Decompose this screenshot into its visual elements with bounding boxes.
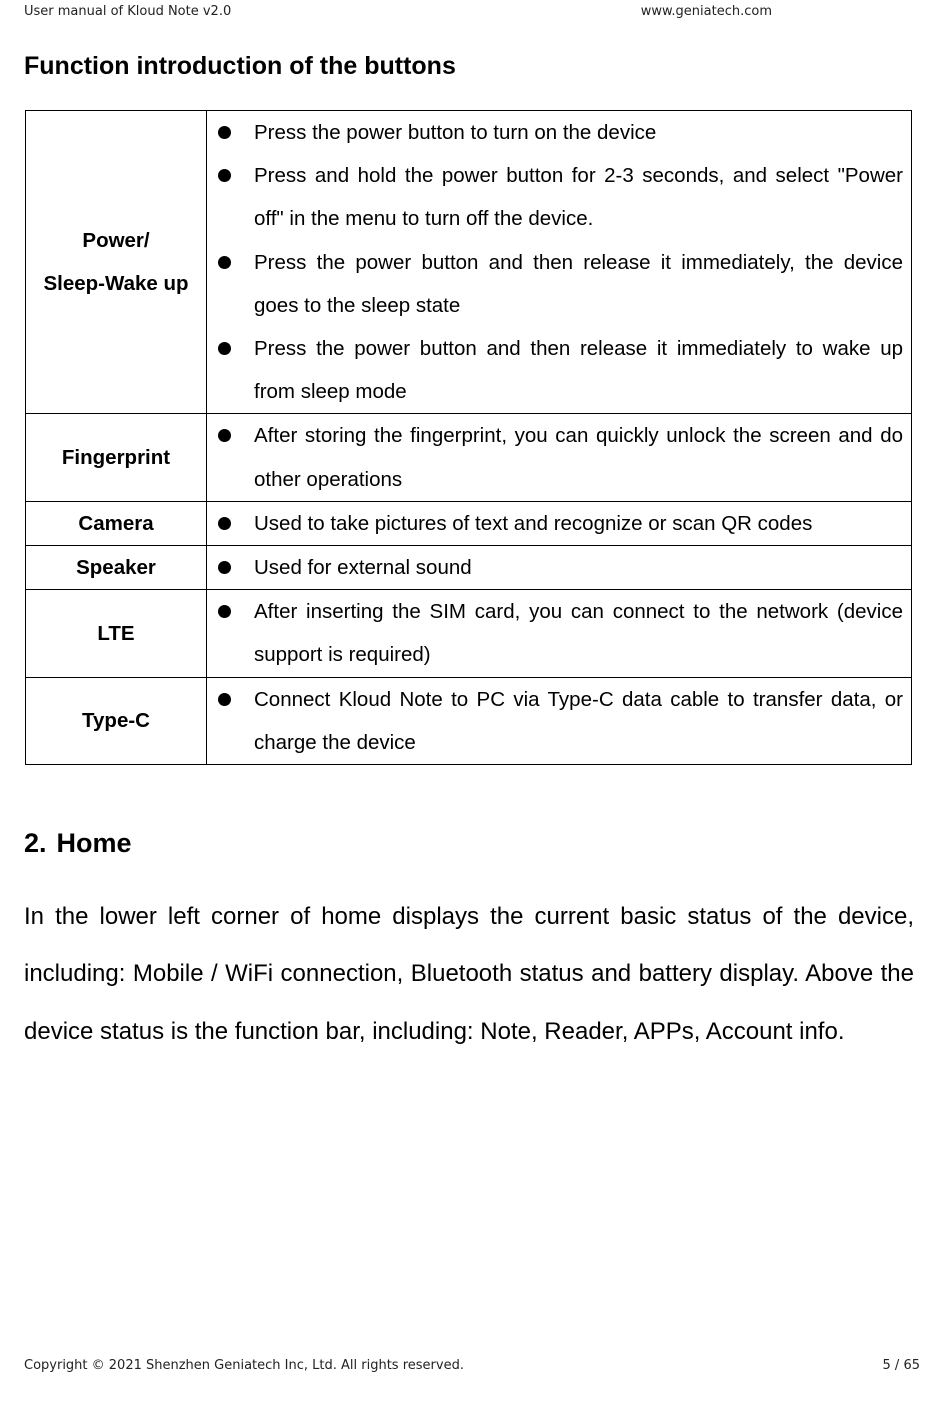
bullet-icon bbox=[218, 605, 231, 618]
description-list bbox=[207, 590, 903, 676]
home-section-body: In the lower left corner of home displays the current basic status of the device, including: Mobile / WiFi connection, Bluetooth status and battery display. Above the device status is the function bar, including: Note, Reader, APPs, Account info. bbox=[24, 903, 914, 1045]
button-name-cell: Type-C bbox=[26, 677, 207, 764]
bullet-icon bbox=[218, 126, 231, 139]
section-number: 2. bbox=[24, 828, 47, 858]
list-item bbox=[207, 546, 903, 589]
website-url: www.geniatech.com bbox=[640, 4, 772, 19]
page-header bbox=[24, 4, 772, 22]
section-title: Home bbox=[56, 828, 132, 858]
table-row bbox=[26, 546, 912, 590]
button-function-table bbox=[25, 110, 912, 765]
list-item bbox=[207, 111, 903, 154]
section-heading: Function introduction of the buttons bbox=[24, 52, 456, 80]
list-item-text: Used for external sound bbox=[254, 556, 472, 580]
description-list bbox=[207, 546, 903, 589]
description-list bbox=[207, 111, 903, 413]
list-item-text: Press the power button and then release it immediately to wake up from sleep mode bbox=[254, 337, 903, 404]
list-item bbox=[207, 327, 903, 413]
list-item bbox=[207, 414, 903, 500]
page-number: 5 / 65 bbox=[882, 1358, 920, 1373]
list-item-text: Press the power button to turn on the device bbox=[254, 121, 657, 144]
button-description-cell bbox=[207, 414, 912, 501]
home-section-heading bbox=[24, 828, 132, 859]
table-row bbox=[26, 590, 912, 677]
list-item-text: Press the power button and then release it immediately, the device goes to the sleep state bbox=[254, 250, 903, 317]
list-item bbox=[207, 154, 903, 240]
bullet-icon bbox=[218, 429, 231, 442]
list-item-text: Connect Kloud Note to PC via Type-C data cable to transfer data, or charge the device bbox=[254, 687, 903, 754]
button-name-cell: Speaker bbox=[26, 546, 207, 590]
button-description-cell bbox=[207, 501, 912, 545]
list-item bbox=[207, 590, 903, 676]
button-name-cell: LTE bbox=[26, 590, 207, 677]
list-item bbox=[207, 678, 903, 764]
button-description-cell bbox=[207, 111, 912, 414]
description-list bbox=[207, 678, 903, 764]
bullet-icon bbox=[218, 517, 231, 530]
bullet-icon bbox=[218, 561, 231, 574]
description-list bbox=[207, 502, 903, 545]
page-footer bbox=[24, 1358, 920, 1378]
button-description-cell bbox=[207, 590, 912, 677]
button-name-cell: Fingerprint bbox=[26, 414, 207, 501]
button-name-line: Sleep-Wake up bbox=[43, 272, 189, 296]
table-row bbox=[26, 501, 912, 545]
list-item-text: After storing the fingerprint, you can quickly unlock the screen and do other operations bbox=[254, 424, 903, 491]
list-item-text: Press and hold the power button for 2-3 seconds, and select "Power off" in the menu to turn off the device. bbox=[254, 164, 903, 231]
document-title: User manual of Kloud Note v2.0 bbox=[24, 4, 232, 19]
bullet-icon bbox=[218, 342, 231, 355]
list-item bbox=[207, 241, 903, 327]
list-item bbox=[207, 502, 903, 545]
description-list bbox=[207, 414, 903, 500]
table-row bbox=[26, 414, 912, 501]
copyright-notice: Copyright © 2021 Shenzhen Geniatech Inc, Ltd. All rights reserved. bbox=[24, 1358, 464, 1373]
bullet-icon bbox=[218, 693, 231, 706]
table-row bbox=[26, 111, 912, 414]
bullet-icon bbox=[218, 256, 231, 269]
list-item-text: After inserting the SIM card, you can connect to the network (device support is required) bbox=[254, 600, 903, 667]
button-description-cell bbox=[207, 677, 912, 764]
list-item-text: Used to take pictures of text and recognize or scan QR codes bbox=[254, 511, 813, 535]
table-row bbox=[26, 677, 912, 764]
button-description-cell bbox=[207, 546, 912, 590]
button-name-line: Power/ bbox=[82, 229, 150, 253]
button-name-cell: Camera bbox=[26, 501, 207, 545]
button-name-cell bbox=[26, 111, 207, 414]
bullet-icon bbox=[218, 169, 231, 182]
